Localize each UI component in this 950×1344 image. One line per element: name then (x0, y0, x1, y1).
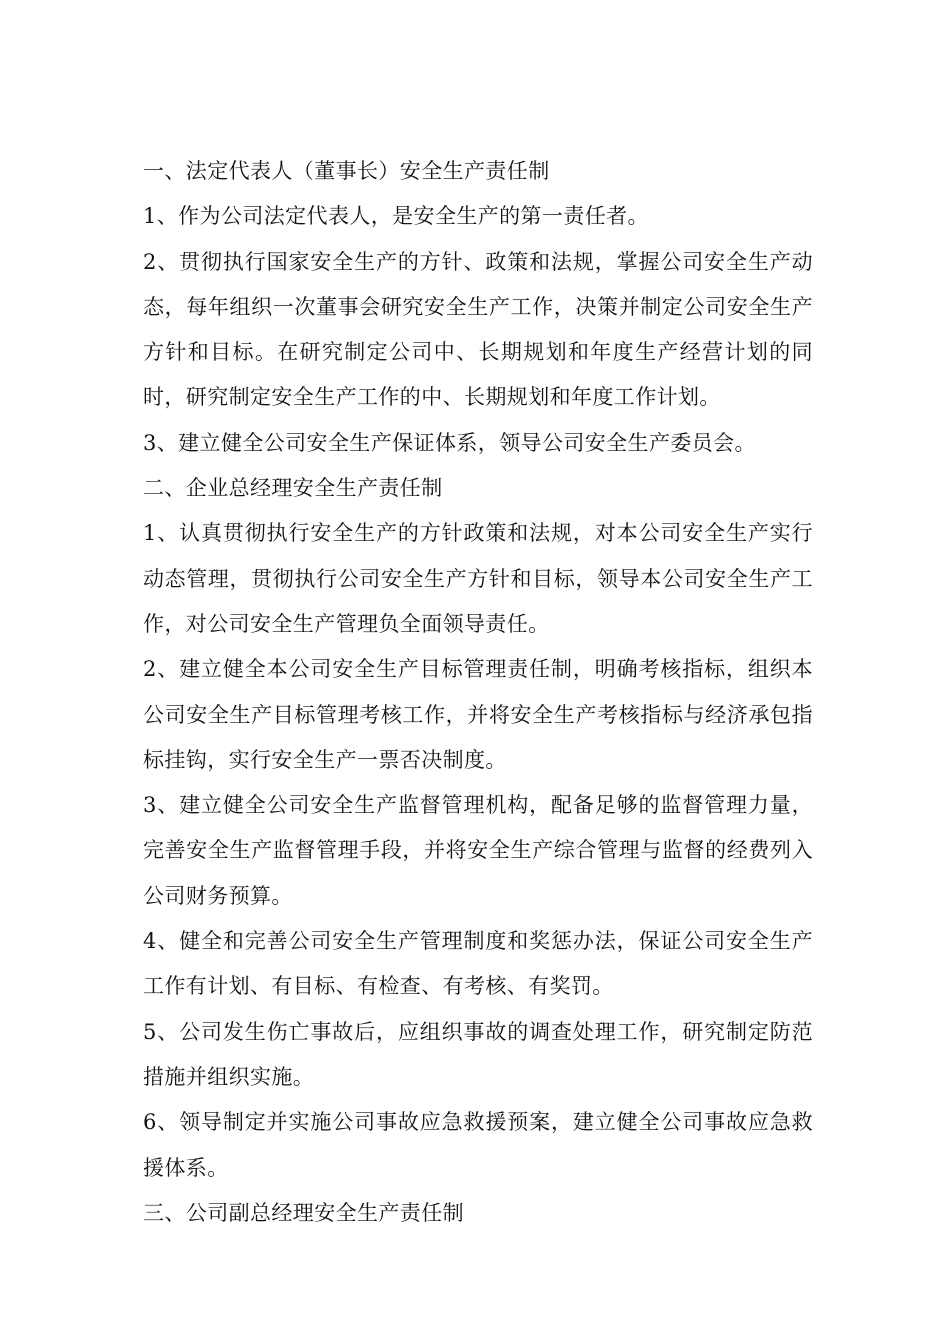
paragraph: 1、作为公司法定代表人，是安全生产的第一责任者。 (143, 204, 649, 229)
paragraph: 2、贯彻执行国家安全生产的方针、政策和法规，掌握公司安全生产动态，每年组织一次董事会研究安全生产工作，决策并制定公司安全生产方针和目标。在研究制定公司中、长期规划和年度生产经营计划的同时，研究制定安全生产工作的中、长期规划和年度工作计划。 (143, 249, 813, 410)
section-heading-2: 二、企业总经理安全生产责任制 (143, 476, 443, 501)
paragraph: 5、公司发生伤亡事故后，应组织事故的调查处理工作，研究制定防范措施并组织实施。 (143, 1019, 813, 1089)
paragraph: 4、健全和完善公司安全生产管理制度和奖惩办法，保证公司安全生产工作有计划、有目标、有检查、有考核、有奖罚。 (143, 929, 813, 999)
document-body (143, 149, 813, 1236)
section-heading-3: 三、公司副总经理安全生产责任制 (143, 1200, 464, 1225)
paragraph: 2、建立健全本公司安全生产目标管理责任制，明确考核指标，组织本公司安全生产目标管理考核工作，并将安全生产考核指标与经济承包指标挂钩，实行安全生产一票否决制度。 (143, 657, 813, 772)
paragraph: 3、建立健全公司安全生产保证体系，领导公司安全生产委员会。 (143, 430, 756, 455)
paragraph: 6、领导制定并实施公司事故应急救援预案，建立健全公司事故应急救援体系。 (143, 1110, 813, 1180)
paragraph: 1、认真贯彻执行安全生产的方针政策和法规，对本公司安全生产实行动态管理，贯彻执行公司安全生产方针和目标，领导本公司安全生产工作，对公司安全生产管理负全面领导责任。 (143, 521, 813, 636)
section-heading-1: 一、法定代表人（董事长）安全生产责任制 (143, 159, 550, 183)
paragraph: 3、建立健全公司安全生产监督管理机构，配备足够的监督管理力量，完善安全生产监督管理手段，并将安全生产综合管理与监督的经费列入公司财务预算。 (143, 793, 813, 908)
